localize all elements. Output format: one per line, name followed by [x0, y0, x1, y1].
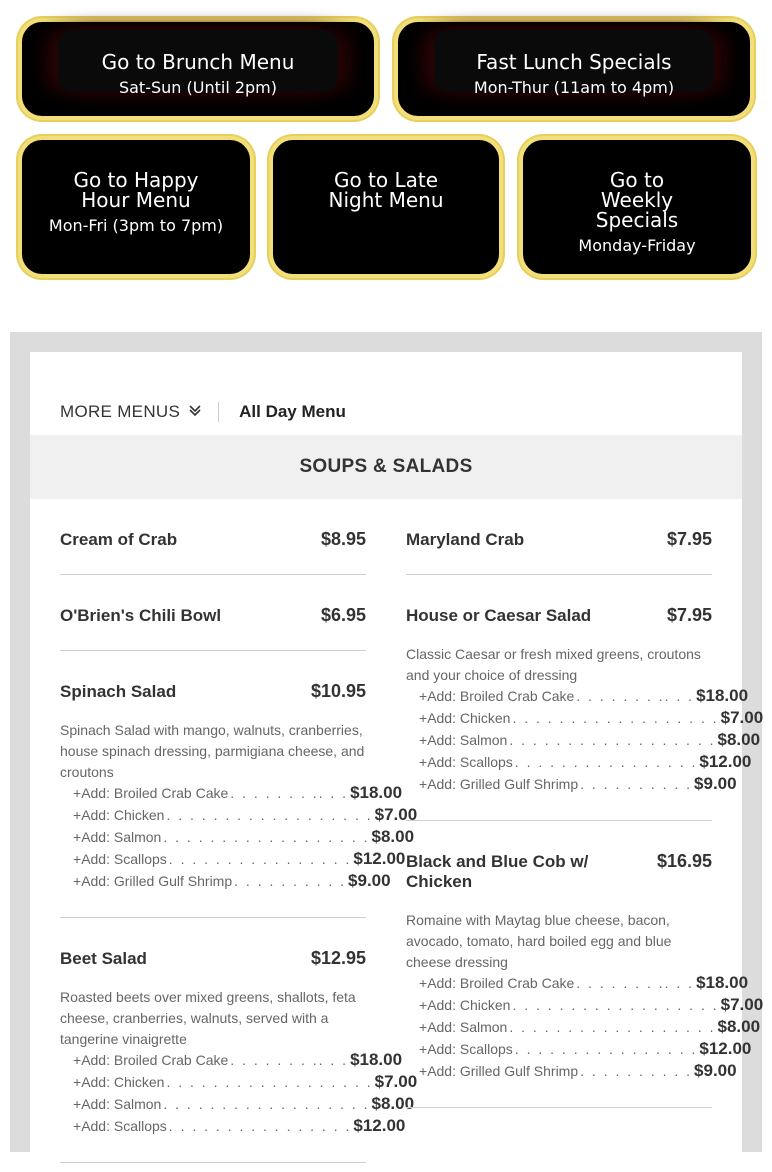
addon-row	[60, 1116, 406, 1138]
button-title-line: Hour Menu	[81, 188, 191, 212]
menu-item-header	[60, 529, 366, 550]
menu-item-name: O'Brien's Chili Bowl	[60, 606, 222, 625]
dot-leader: . . . . . . . . . . . . . . . .	[168, 1118, 352, 1134]
addon-name: Add: Chicken	[427, 710, 511, 726]
button-title-line: Go to	[609, 168, 665, 192]
menu-card	[30, 352, 764, 1172]
plus-icon: +	[419, 1019, 428, 1035]
dot-leader: . . . . . . . . . . . . . . . . . .	[512, 710, 719, 726]
addon-name: Add: Grilled Gulf Shrimp	[427, 1063, 579, 1079]
addon-row	[406, 686, 749, 708]
plus-icon: +	[419, 754, 428, 770]
dot-leader: . . . . . . . .. . .	[576, 975, 695, 991]
more-menus-label: MORE MENUS	[60, 402, 181, 421]
plus-icon: +	[419, 997, 428, 1013]
addon-name: Add: Scallops	[81, 851, 167, 867]
button-title-line: Weekly	[600, 188, 674, 212]
addon-price: $12.00	[353, 1116, 406, 1135]
dot-leader: . . . . . . . . . .	[234, 873, 347, 889]
addon-name: Add: Salmon	[427, 1019, 508, 1035]
menu-item-name: Cream of Crab	[60, 530, 178, 549]
dot-leader: . . . . . . . .. . .	[230, 785, 349, 801]
plus-icon: +	[419, 975, 428, 991]
menu-item-name: Maryland Crab	[406, 530, 525, 549]
addon-list	[406, 973, 764, 1083]
plus-icon: +	[73, 1052, 82, 1068]
addon-price: $12.00	[699, 752, 752, 771]
menu-item	[406, 575, 764, 821]
plus-icon: +	[419, 1041, 428, 1057]
menu-item-name: Black and Blue Cob w/ Chicken	[406, 852, 589, 891]
dot-leader: . . . . . . . .. . .	[230, 1052, 349, 1068]
plus-icon: +	[419, 1063, 428, 1079]
current-menu-label: All Day Menu	[239, 402, 346, 421]
addon-price: $8.00	[371, 827, 415, 846]
menu-item	[406, 499, 712, 575]
button-subtitle: Monday-Friday	[578, 236, 696, 255]
addon-price: $9.00	[348, 871, 391, 890]
menu-item	[60, 651, 418, 918]
menu-item-price: $12.95	[310, 948, 366, 968]
addon-price: $7.00	[374, 805, 418, 824]
plus-icon: +	[419, 732, 428, 748]
menu-item-price: $6.95	[320, 605, 366, 625]
plus-icon: +	[73, 829, 82, 845]
addon-price: $18.00	[696, 686, 749, 705]
addon-name: Add: Scallops	[427, 754, 513, 770]
addon-name: Add: Broiled Crab Cake	[81, 785, 229, 801]
plus-icon: +	[73, 785, 82, 801]
section-title: SOUPS & SALADS	[30, 435, 742, 499]
button-subtitle: Mon-Thur (11am to 4pm)	[473, 78, 675, 97]
dot-leader: . . . . . . . . . . . . . . . . . .	[509, 1019, 716, 1035]
addon-price: $7.00	[720, 708, 764, 727]
addon-row	[60, 871, 391, 893]
button-subtitle: Sat-Sun (Until 2pm)	[118, 78, 278, 97]
menu-item-header	[406, 851, 712, 892]
dot-leader: . . . . . . . . . . . . . . . . . .	[163, 829, 370, 845]
plus-icon: +	[73, 1096, 82, 1112]
menu-item-header	[60, 605, 366, 626]
menu-item-header	[60, 948, 366, 969]
dot-leader: . . . . . . . . . . . . . . . . . .	[166, 807, 373, 823]
button-subtitle: Mon-Fri (3pm to 7pm)	[48, 216, 224, 235]
addon-list	[60, 783, 418, 893]
more-menus-dropdown[interactable]	[60, 402, 202, 422]
menu-item-header	[60, 681, 366, 702]
menu-item-description: Roasted beets over mixed greens, shallots, feta cheese, cranberries, walnuts, served with a tangerine vinaigrette	[60, 989, 356, 1047]
addon-row	[406, 774, 737, 796]
dot-leader: . . . . . . . . . . . . . . . . . .	[512, 997, 719, 1013]
addon-price: $12.00	[353, 849, 406, 868]
dot-leader: . . . . . . . . . . . . . . . .	[168, 851, 352, 867]
menu-item-header	[406, 605, 712, 626]
dot-leader: . . . . . . . . . .	[580, 776, 693, 792]
addon-name: Add: Salmon	[81, 829, 162, 845]
dot-leader: . . . . . . . . . . . . . . . . . .	[163, 1096, 370, 1112]
menu-item-price: $7.95	[666, 605, 712, 625]
addon-row	[60, 805, 418, 827]
addon-row	[60, 1094, 415, 1116]
addon-price: $7.00	[374, 1072, 418, 1091]
addon-price: $8.00	[717, 1017, 761, 1036]
addon-name: Add: Broiled Crab Cake	[427, 688, 575, 704]
chevron-down-icon	[188, 405, 202, 419]
addon-price: $18.00	[350, 783, 403, 802]
menu-column-left	[60, 499, 418, 1163]
addon-row	[406, 995, 764, 1017]
addon-price: $8.00	[371, 1094, 415, 1113]
addon-list	[406, 686, 764, 796]
dot-leader: . . . . . . . . . .	[580, 1063, 693, 1079]
button-title: Fast Lunch Specials	[476, 50, 672, 74]
button-title: Go to Brunch Menu	[101, 50, 295, 74]
addon-name: Add: Scallops	[427, 1041, 513, 1057]
addon-name: Add: Broiled Crab Cake	[81, 1052, 229, 1068]
addon-row	[406, 1017, 761, 1039]
menu-column-right	[406, 499, 764, 1108]
addon-name: Add: Grilled Gulf Shrimp	[427, 776, 579, 792]
dot-leader: . . . . . . . . . . . . . . . . . .	[509, 732, 716, 748]
plus-icon: +	[73, 873, 82, 889]
menu-item	[60, 499, 366, 575]
addon-name: Add: Chicken	[81, 807, 165, 823]
menu-item-price: $8.95	[320, 529, 366, 549]
addon-row	[406, 708, 764, 730]
addon-row	[60, 827, 415, 849]
menu-item-price: $16.95	[656, 851, 712, 871]
dot-leader: . . . . . . . . . . . . . . . . . .	[166, 1074, 373, 1090]
menu-item	[60, 575, 366, 651]
menu-item-price: $10.95	[310, 681, 366, 701]
menu-panel	[10, 332, 762, 1152]
addon-row	[406, 752, 752, 774]
menu-item-description: Classic Caesar or fresh mixed greens, croutons and your choice of dressing	[406, 646, 701, 683]
plus-icon: +	[73, 851, 82, 867]
plus-icon: +	[419, 688, 428, 704]
menu-item-name: House or Caesar Salad	[406, 606, 592, 625]
divider	[218, 402, 219, 422]
addon-name: Add: Salmon	[81, 1096, 162, 1112]
addon-name: Add: Grilled Gulf Shrimp	[81, 873, 233, 889]
addon-price: $18.00	[350, 1050, 403, 1069]
button-title-line: Night Menu	[328, 188, 444, 212]
addon-list	[60, 1050, 418, 1138]
dot-leader: . . . . . . . . . . . . . . . .	[514, 1041, 698, 1057]
plus-icon: +	[73, 807, 82, 823]
addon-price: $12.00	[699, 1039, 752, 1058]
menu-item-description: Spinach Salad with mango, walnuts, cranberries, house spinach dressing, parmigiana cheese, and croutons	[60, 722, 365, 780]
plus-icon: +	[73, 1118, 82, 1134]
addon-row	[406, 1039, 752, 1061]
menu-item-name: Beet Salad	[60, 949, 147, 968]
menu-item-name: Spinach Salad	[60, 682, 177, 701]
dot-leader: . . . . . . . .. . .	[576, 688, 695, 704]
addon-row	[406, 1061, 737, 1083]
addon-row	[60, 1050, 403, 1072]
addon-price: $9.00	[694, 1061, 737, 1080]
plus-icon: +	[73, 1074, 82, 1090]
plus-icon: +	[419, 710, 428, 726]
addon-price: $8.00	[717, 730, 761, 749]
menu-item-description: Romaine with Maytag blue cheese, bacon, avocado, tomato, hard boiled egg and blue cheese dressing	[406, 912, 672, 970]
addon-name: Add: Broiled Crab Cake	[427, 975, 575, 991]
addon-row	[406, 730, 761, 752]
addon-price: $7.00	[720, 995, 764, 1014]
button-title-line: Go to Late	[333, 168, 439, 192]
addon-name: Add: Salmon	[427, 732, 508, 748]
dot-leader: . . . . . . . . . . . . . . . .	[514, 754, 698, 770]
plus-icon: +	[419, 776, 428, 792]
late-night-button[interactable]	[269, 136, 503, 278]
happy-hour-button[interactable]	[18, 136, 254, 278]
addon-price: $9.00	[694, 774, 737, 793]
addon-row	[60, 1072, 418, 1094]
menu-item	[60, 918, 418, 1163]
addon-name: Add: Chicken	[427, 997, 511, 1013]
addon-price: $18.00	[696, 973, 749, 992]
button-title-line: Go to Happy	[73, 168, 199, 192]
button-title-line: Specials	[595, 208, 679, 232]
menu-item-header	[406, 529, 712, 550]
addon-row	[60, 849, 406, 871]
addon-name: Add: Scallops	[81, 1118, 167, 1134]
weekly-specials-button[interactable]	[519, 136, 755, 278]
menu-bar	[60, 394, 346, 430]
addon-row	[406, 973, 749, 995]
addon-row	[60, 783, 403, 805]
addon-name: Add: Chicken	[81, 1074, 165, 1090]
menu-item	[406, 821, 764, 1108]
brunch-menu-button[interactable]	[18, 18, 378, 120]
fast-lunch-button[interactable]	[394, 18, 754, 120]
menu-item-price: $7.95	[666, 529, 712, 549]
